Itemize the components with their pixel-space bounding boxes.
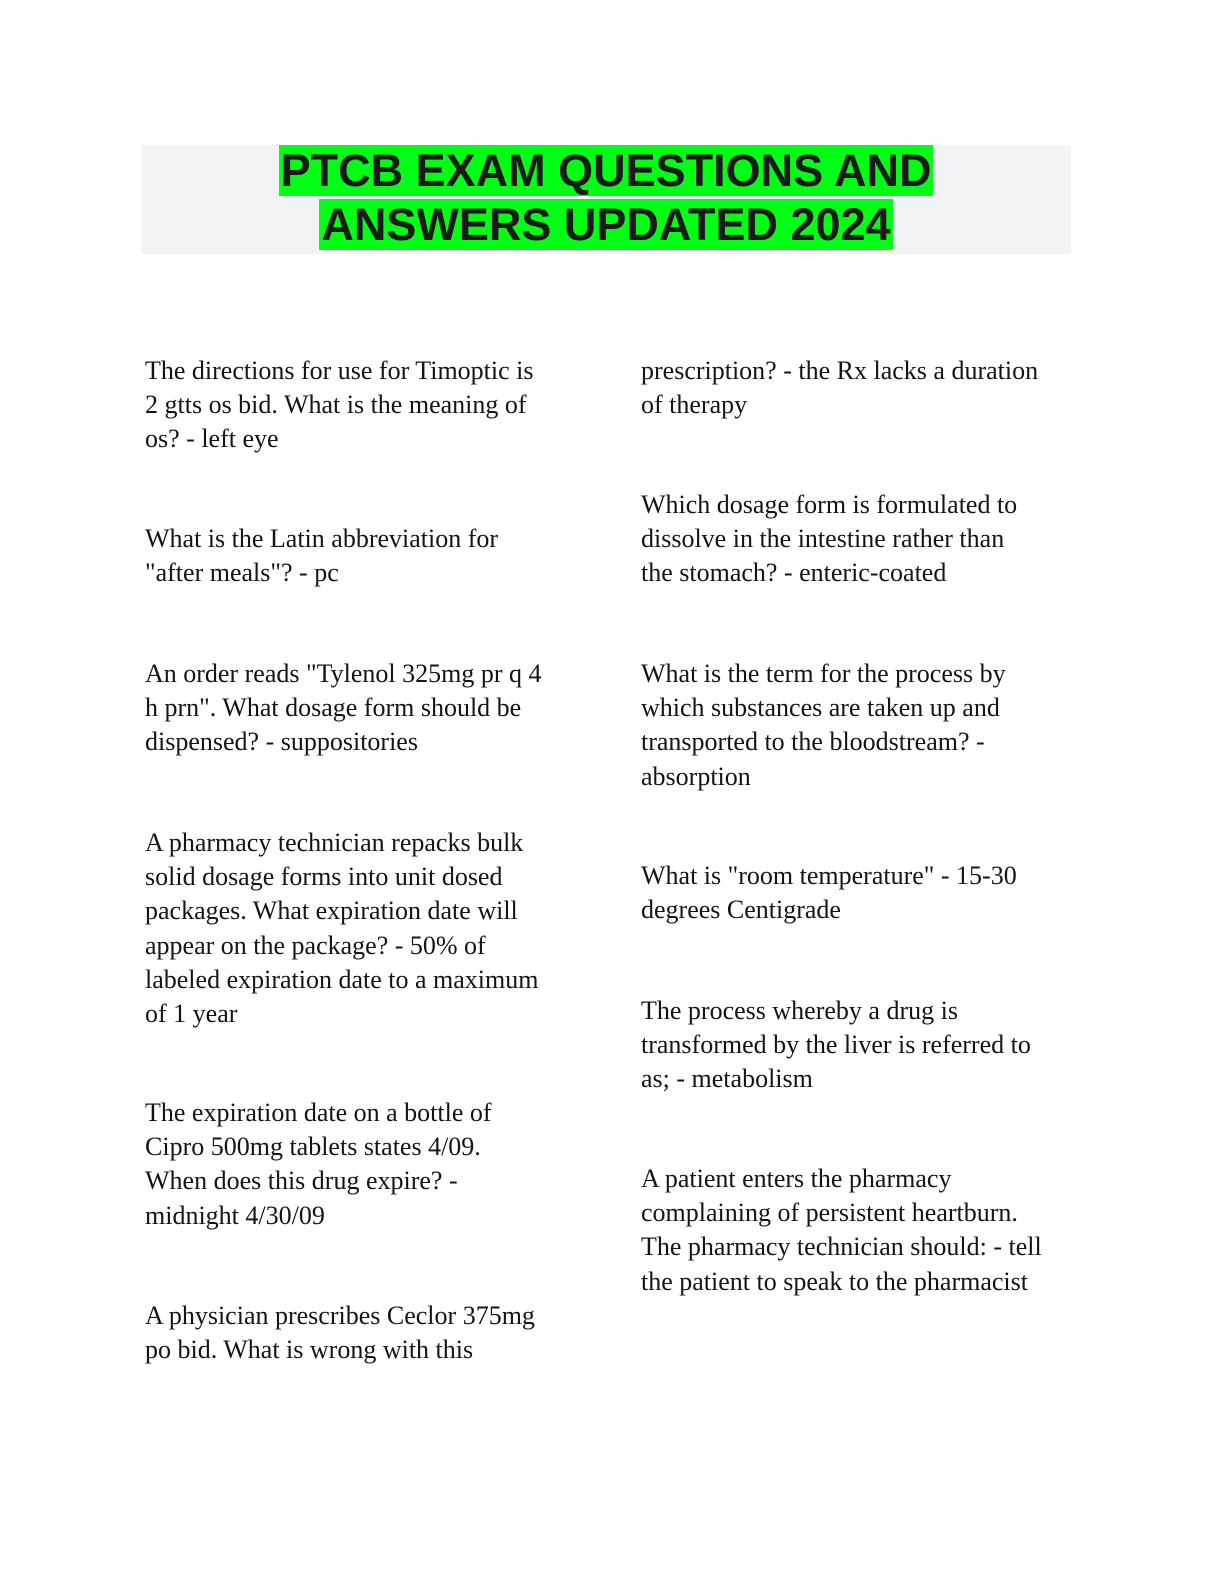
qa-line: "after meals"? - pc	[145, 558, 339, 588]
qa-item-right-3	[641, 657, 1081, 794]
qa-line: h prn". What dosage form should be	[145, 693, 522, 723]
qa-line: po bid. What is wrong with this	[145, 1335, 474, 1365]
qa-line: A pharmacy technician repacks bulk	[145, 828, 524, 857]
title-highlight-1: PTCB EXAM QUESTIONS AND	[280, 145, 932, 196]
qa-line: prescription? - the Rx lacks a duration	[641, 356, 1039, 385]
qa-item-left-3	[145, 657, 585, 760]
qa-line: os? - left eye	[145, 424, 279, 454]
qa-line: packages. What expiration date will	[145, 896, 518, 926]
qa-line: which substances are taken up and	[641, 693, 1000, 723]
qa-item-left-2	[145, 522, 585, 590]
title-line-1	[141, 145, 1071, 197]
qa-item-right-5	[641, 994, 1081, 1097]
qa-line: dissolve in the intestine rather than	[641, 524, 1005, 554]
qa-line: as; - metabolism	[641, 1064, 813, 1094]
qa-line: A physician prescribes Ceclor 375mg	[145, 1301, 535, 1330]
qa-line: 2 gtts os bid. What is the meaning of	[145, 390, 527, 420]
qa-item-left-4	[145, 826, 585, 1031]
qa-line: degrees Centigrade	[641, 895, 841, 925]
title-banner	[141, 145, 1071, 254]
qa-line: transformed by the liver is referred to	[641, 1030, 1031, 1060]
qa-line: dispensed? - suppositories	[145, 727, 418, 757]
qa-line: The directions for use for Timoptic is	[145, 356, 534, 385]
qa-item-right-1	[641, 354, 1081, 422]
qa-item-left-6	[145, 1299, 585, 1367]
qa-line: complaining of persistent heartburn.	[641, 1198, 1018, 1228]
qa-line: An order reads "Tylenol 325mg pr q 4	[145, 659, 542, 688]
title-line-2	[141, 199, 1071, 251]
qa-line: the patient to speak to the pharmacist	[641, 1266, 1028, 1296]
qa-item-right-6	[641, 1162, 1081, 1299]
qa-line: The expiration date on a bottle of	[145, 1098, 492, 1127]
qa-line: transported to the bloodstream? -	[641, 727, 985, 757]
qa-line: Cipro 500mg tablets states 4/09.	[145, 1132, 481, 1162]
qa-line: Which dosage form is formulated to	[641, 490, 1018, 519]
qa-line: What is "room temperature" - 15-30	[641, 861, 1017, 890]
qa-line: appear on the package? - 50% of	[145, 930, 486, 960]
qa-line: midnight 4/30/09	[145, 1200, 325, 1230]
qa-line: What is the term for the process by	[641, 659, 1006, 688]
qa-line: absorption	[641, 761, 751, 791]
qa-item-right-2	[641, 488, 1081, 591]
qa-line: the stomach? - enteric-coated	[641, 558, 947, 588]
qa-line: The process whereby a drug is	[641, 996, 958, 1025]
title-highlight-2: ANSWERS UPDATED 2024	[321, 199, 891, 250]
qa-item-right-4	[641, 859, 1081, 927]
qa-line: of 1 year	[145, 999, 238, 1029]
qa-line: A patient enters the pharmacy	[641, 1164, 952, 1193]
qa-line: The pharmacy technician should: - tell	[641, 1232, 1042, 1262]
qa-line: What is the Latin abbreviation for	[145, 524, 499, 553]
qa-item-left-5	[145, 1096, 585, 1233]
qa-line: solid dosage forms into unit dosed	[145, 862, 503, 892]
qa-line: labeled expiration date to a maximum	[145, 964, 539, 994]
qa-line: of therapy	[641, 390, 748, 420]
qa-item-left-1	[145, 354, 585, 457]
qa-line: When does this drug expire? -	[145, 1166, 458, 1196]
